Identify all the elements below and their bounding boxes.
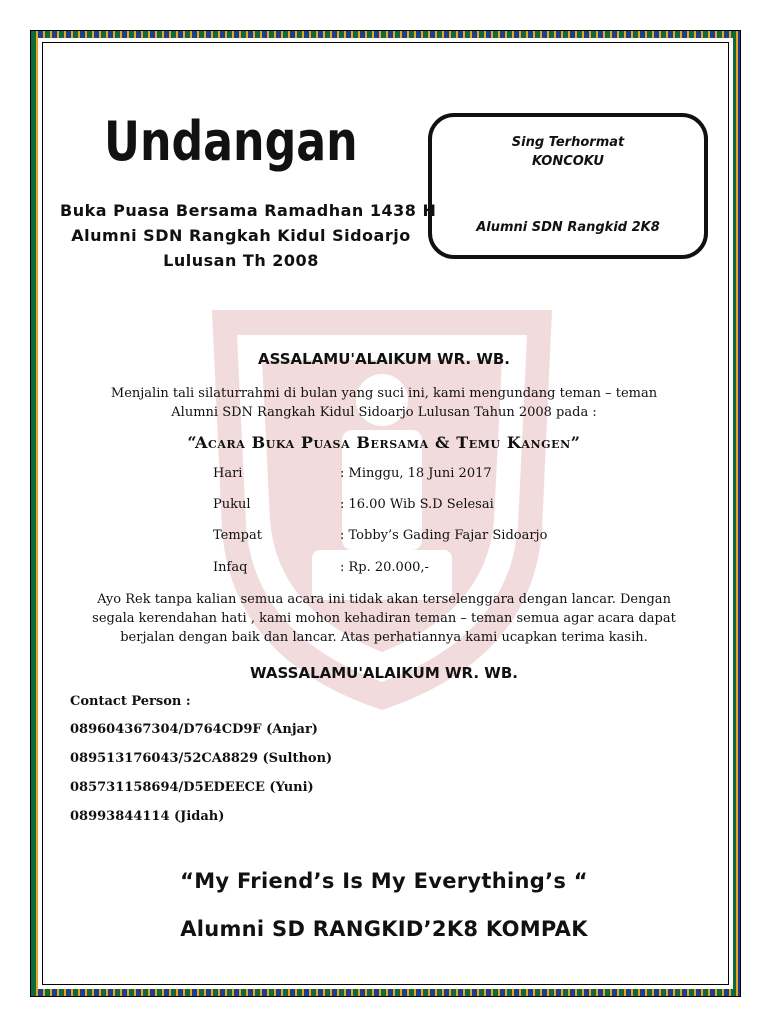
recipient-name: KONCOKU (532, 154, 604, 169)
closing-greeting: WASSALAMU'ALAIKUM WR. WB. (250, 664, 518, 682)
contact-item: 08993844114 (Jidah) (70, 809, 225, 824)
closing-line: Ayo Rek tanpa kalian semua acara ini tidak akan terselenggara dengan lancar. Dengan (97, 592, 671, 607)
detail-label: Hari (213, 466, 243, 481)
event-name: “Acara Buka Puasa Bersama & Temu Kangen” (187, 433, 581, 452)
motto-quote: “My Friend’s Is My Everything’s “ (180, 869, 588, 893)
closing-line: segala kerendahan hati , kami mohon kehadiran teman – teman semua agar acara dapat (92, 611, 676, 626)
alumni-motto: Alumni SD RANGKID’2K8 KOMPAK (180, 917, 588, 941)
invitation-title: Undangan (104, 110, 358, 173)
closing-line: berjalan dengan baik dan lancar. Atas perhatiannya kami ucapkan terima kasih. (120, 630, 648, 645)
opening-greeting: ASSALAMU'ALAIKUM WR. WB. (257, 350, 511, 368)
contact-person-heading: Contact Person : (70, 694, 191, 709)
detail-value: : Minggu, 18 Juni 2017 (340, 466, 492, 481)
subtitle-line: Buka Puasa Bersama Ramadhan 1438 H (60, 201, 437, 220)
closing-paragraph (70, 590, 698, 647)
recipient-group: Alumni SDN Rangkid 2K8 (476, 220, 660, 235)
recipient-salutation: Sing Terhormat (511, 135, 625, 150)
detail-value: : 16.00 Wib S.D Selesai (340, 497, 494, 512)
detail-value: : Tobby’s Gading Fajar Sidoarjo (340, 528, 548, 543)
recipient-box (428, 113, 708, 259)
subtitle-line: Lulusan Th 2008 (163, 251, 319, 270)
detail-value: : Rp. 20.000,- (340, 560, 429, 575)
detail-label: Infaq (213, 560, 248, 575)
contact-item: 089604367304/D764CD9F (Anjar) (70, 722, 318, 737)
subtitle-line: Alumni SDN Rangkah Kidul Sidoarjo (71, 226, 411, 245)
intro-line: Menjalin tali silaturrahmi di bulan yang suci ini, kami mengundang teman – teman (110, 386, 658, 401)
contact-item: 089513176043/52CA8829 (Sulthon) (70, 751, 333, 766)
contact-item: 085731158694/D5EDEECE (Yuni) (70, 780, 314, 795)
detail-label: Tempat (213, 528, 262, 543)
intro-line: Alumni SDN Rangkah Kidul Sidoarjo Lulusan Tahun 2008 pada : (171, 405, 597, 420)
intro-paragraph (70, 384, 698, 422)
detail-label: Pukul (213, 497, 251, 512)
event-subtitle (60, 198, 437, 273)
